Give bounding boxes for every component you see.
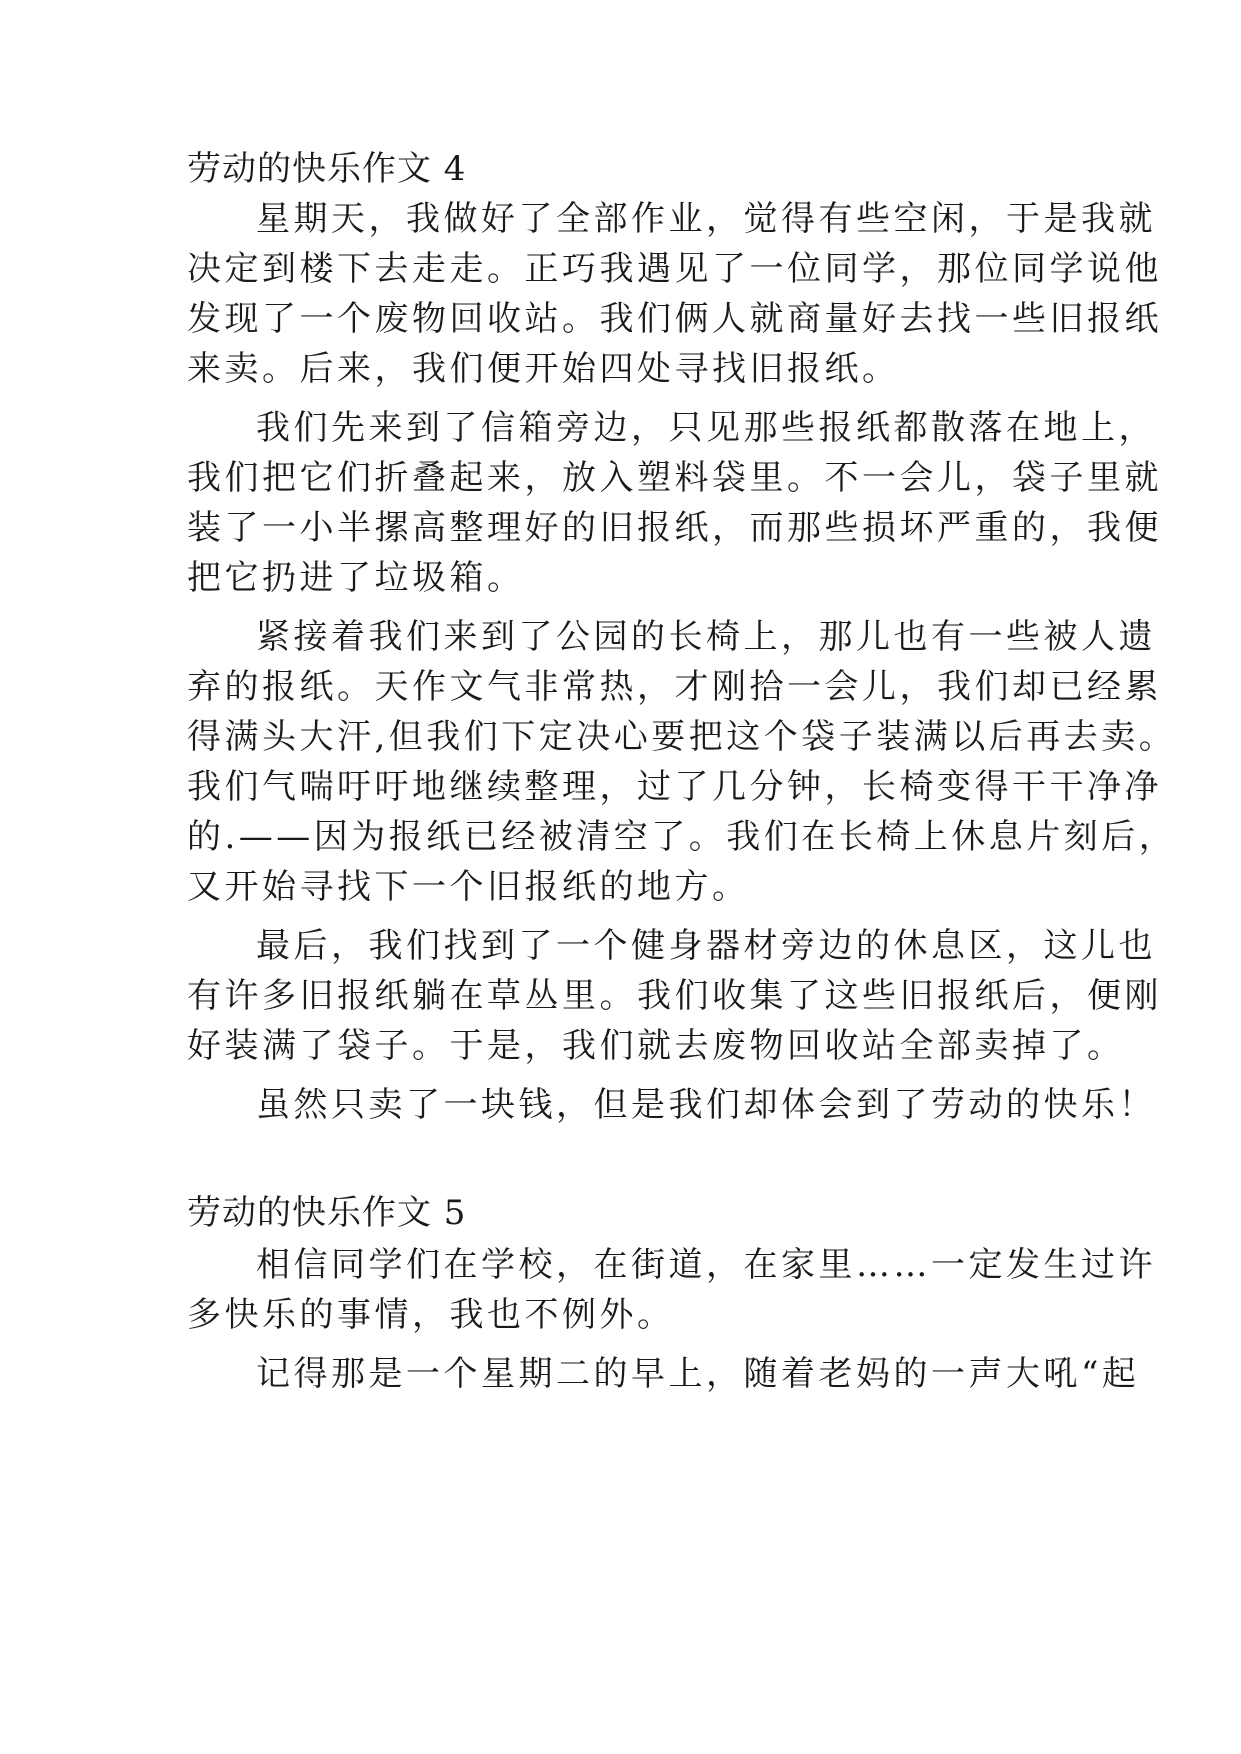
essay-4-line: 我们把它们折叠起来，放入塑料袋里。不一会儿，袋子里就 xyxy=(187,458,1162,498)
essay-4-line: 好装满了袋子。于是，我们就去废物回收站全部卖掉了。 xyxy=(187,1026,1125,1066)
essay-5-title: 劳动的快乐作文 5 xyxy=(187,1193,467,1233)
essay-5-line: 多快乐的事情，我也不例外。 xyxy=(187,1295,675,1335)
essay-5-line: 相信同学们在学校，在街道，在家里……一定发生过许 xyxy=(256,1245,1156,1285)
essay-4-line: 的.——因为报纸已经被清空了。我们在长椅上休息片刻后， xyxy=(187,817,1177,857)
essay-4-line: 又开始寻找下一个旧报纸的地方。 xyxy=(187,867,750,907)
essay-4-line: 装了一小半摞高整理好的旧报纸，而那些损坏严重的，我便 xyxy=(187,508,1162,548)
essay-4-line: 发现了一个废物回收站。我们俩人就商量好去找一些旧报纸 xyxy=(187,299,1162,339)
essay-5-line: 记得那是一个星期二的早上，随着老妈的一声大吼“起 xyxy=(256,1354,1140,1394)
essay-4-line: 来卖。后来，我们便开始四处寻找旧报纸。 xyxy=(187,349,900,389)
essay-4-line: 决定到楼下去走走。正巧我遇见了一位同学，那位同学说他 xyxy=(187,249,1162,289)
essay-4-line: 我们先来到了信箱旁边，只见那些报纸都散落在地上， xyxy=(256,408,1156,448)
essay-4-line: 虽然只卖了一块钱，但是我们却体会到了劳动的快乐！ xyxy=(256,1085,1156,1125)
essay-4-line: 我们气喘吁吁地继续整理，过了几分钟，长椅变得干干净净 xyxy=(187,767,1162,807)
essay-4-line: 得满头大汗,但我们下定决心要把这个袋子装满以后再去卖。 xyxy=(187,717,1177,757)
essay-4-line: 把它扔进了垃圾箱。 xyxy=(187,558,525,598)
essay-4-title: 劳动的快乐作文 4 xyxy=(187,149,467,189)
essay-4-line: 有许多旧报纸躺在草丛里。我们收集了这些旧报纸后，便刚 xyxy=(187,976,1162,1016)
essay-4-line: 弃的报纸。天作文气非常热，才刚拾一会儿，我们却已经累 xyxy=(187,667,1162,707)
essay-4-line: 最后，我们找到了一个健身器材旁边的休息区，这儿也 xyxy=(256,926,1156,966)
essay-4-line: 紧接着我们来到了公园的长椅上，那儿也有一些被人遗 xyxy=(256,617,1156,657)
essay-4-line: 星期天，我做好了全部作业，觉得有些空闲，于是我就 xyxy=(256,199,1156,239)
